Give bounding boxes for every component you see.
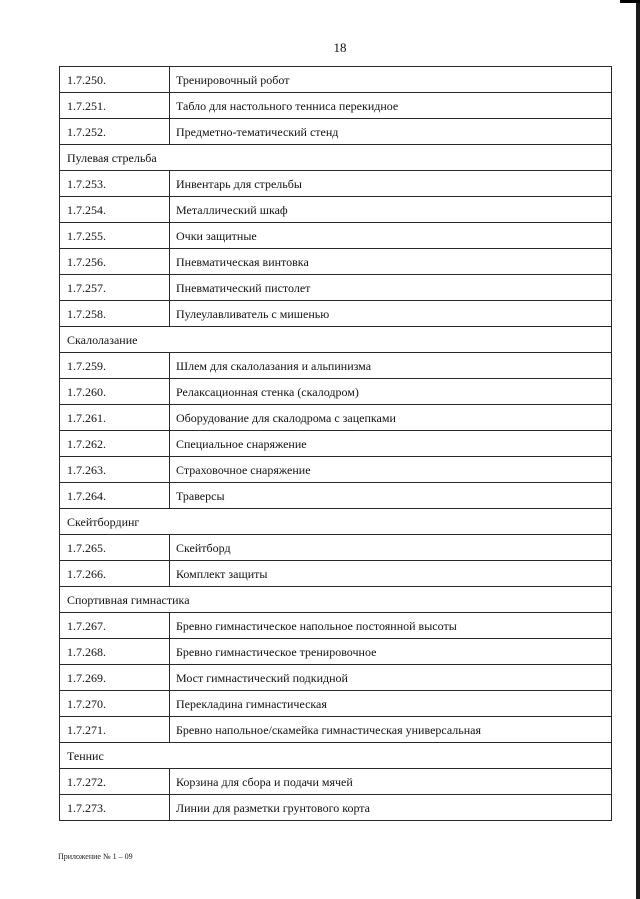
item-number: 1.7.257. [60,275,170,301]
item-name: Металлический шкаф [170,197,612,223]
item-number: 1.7.264. [60,483,170,509]
item-number: 1.7.254. [60,197,170,223]
item-name: Специальное снаряжение [170,431,612,457]
section-row [60,145,612,171]
item-name: Табло для настольного тенниса перекидное [170,93,612,119]
table-row [60,249,612,275]
table-row [60,405,612,431]
section-row [60,587,612,613]
item-number: 1.7.252. [60,119,170,145]
item-name: Скейтборд [170,535,612,561]
table-row [60,769,612,795]
item-name: Страховочное снаряжение [170,457,612,483]
table-row [60,717,612,743]
table-row [60,353,612,379]
item-number: 1.7.267. [60,613,170,639]
item-number: 1.7.260. [60,379,170,405]
item-number: 1.7.265. [60,535,170,561]
item-name: Шлем для скалолазания и альпинизма [170,353,612,379]
table-row [60,691,612,717]
table-row [60,613,612,639]
item-name: Предметно-тематический стенд [170,119,612,145]
item-number: 1.7.266. [60,561,170,587]
scan-edge-right [636,0,640,899]
item-name: Очки защитные [170,223,612,249]
equipment-table [59,66,612,821]
item-name: Бревно гимнастическое напольное постоянной высоты [170,613,612,639]
item-name: Пневматическая винтовка [170,249,612,275]
item-number: 1.7.258. [60,301,170,327]
item-name: Инвентарь для стрельбы [170,171,612,197]
item-number: 1.7.259. [60,353,170,379]
table-row [60,275,612,301]
section-row [60,743,612,769]
table-row [60,561,612,587]
item-name: Релаксационная стенка (скалодром) [170,379,612,405]
item-name: Оборудование для скалодрома с зацепками [170,405,612,431]
item-number: 1.7.268. [60,639,170,665]
table-row [60,639,612,665]
item-number: 1.7.273. [60,795,170,821]
item-number: 1.7.271. [60,717,170,743]
table-row [60,795,612,821]
table-row [60,483,612,509]
section-title: Скалолазание [60,327,612,353]
item-name: Пневматический пистолет [170,275,612,301]
table-row [60,223,612,249]
section-row [60,509,612,535]
table-row [60,665,612,691]
section-row [60,327,612,353]
section-title: Скейтбординг [60,509,612,535]
item-name: Комплект защиты [170,561,612,587]
section-title: Пулевая стрельба [60,145,612,171]
item-number: 1.7.250. [60,67,170,93]
item-number: 1.7.263. [60,457,170,483]
page-number: 18 [333,40,347,55]
item-name: Корзина для сбора и подачи мячей [170,769,612,795]
table-row [60,431,612,457]
section-title: Спортивная гимнастика [60,587,612,613]
table-row [60,457,612,483]
table-row [60,67,612,93]
scan-edge-top [620,0,640,3]
item-name: Бревно гимнастическое тренировочное [170,639,612,665]
item-number: 1.7.256. [60,249,170,275]
table-row [60,379,612,405]
item-name: Бревно напольное/скамейка гимнастическая универсальная [170,717,612,743]
item-number: 1.7.272. [60,769,170,795]
section-title: Теннис [60,743,612,769]
item-number: 1.7.253. [60,171,170,197]
item-name: Тренировочный робот [170,67,612,93]
item-number: 1.7.251. [60,93,170,119]
item-name: Мост гимнастический подкидной [170,665,612,691]
item-name: Траверсы [170,483,612,509]
equipment-table-body [60,67,612,821]
table-row [60,93,612,119]
table-row [60,535,612,561]
table-row [60,301,612,327]
item-number: 1.7.261. [60,405,170,431]
item-number: 1.7.269. [60,665,170,691]
table-row [60,119,612,145]
table-row [60,197,612,223]
item-number: 1.7.262. [60,431,170,457]
item-number: 1.7.270. [60,691,170,717]
item-name: Линии для разметки грунтового корта [170,795,612,821]
table-row [60,171,612,197]
item-name: Пулеулавливатель с мишенью [170,301,612,327]
footer-note: Приложение № 1 – 09 [58,852,133,861]
item-number: 1.7.255. [60,223,170,249]
item-name: Перекладина гимнастическая [170,691,612,717]
